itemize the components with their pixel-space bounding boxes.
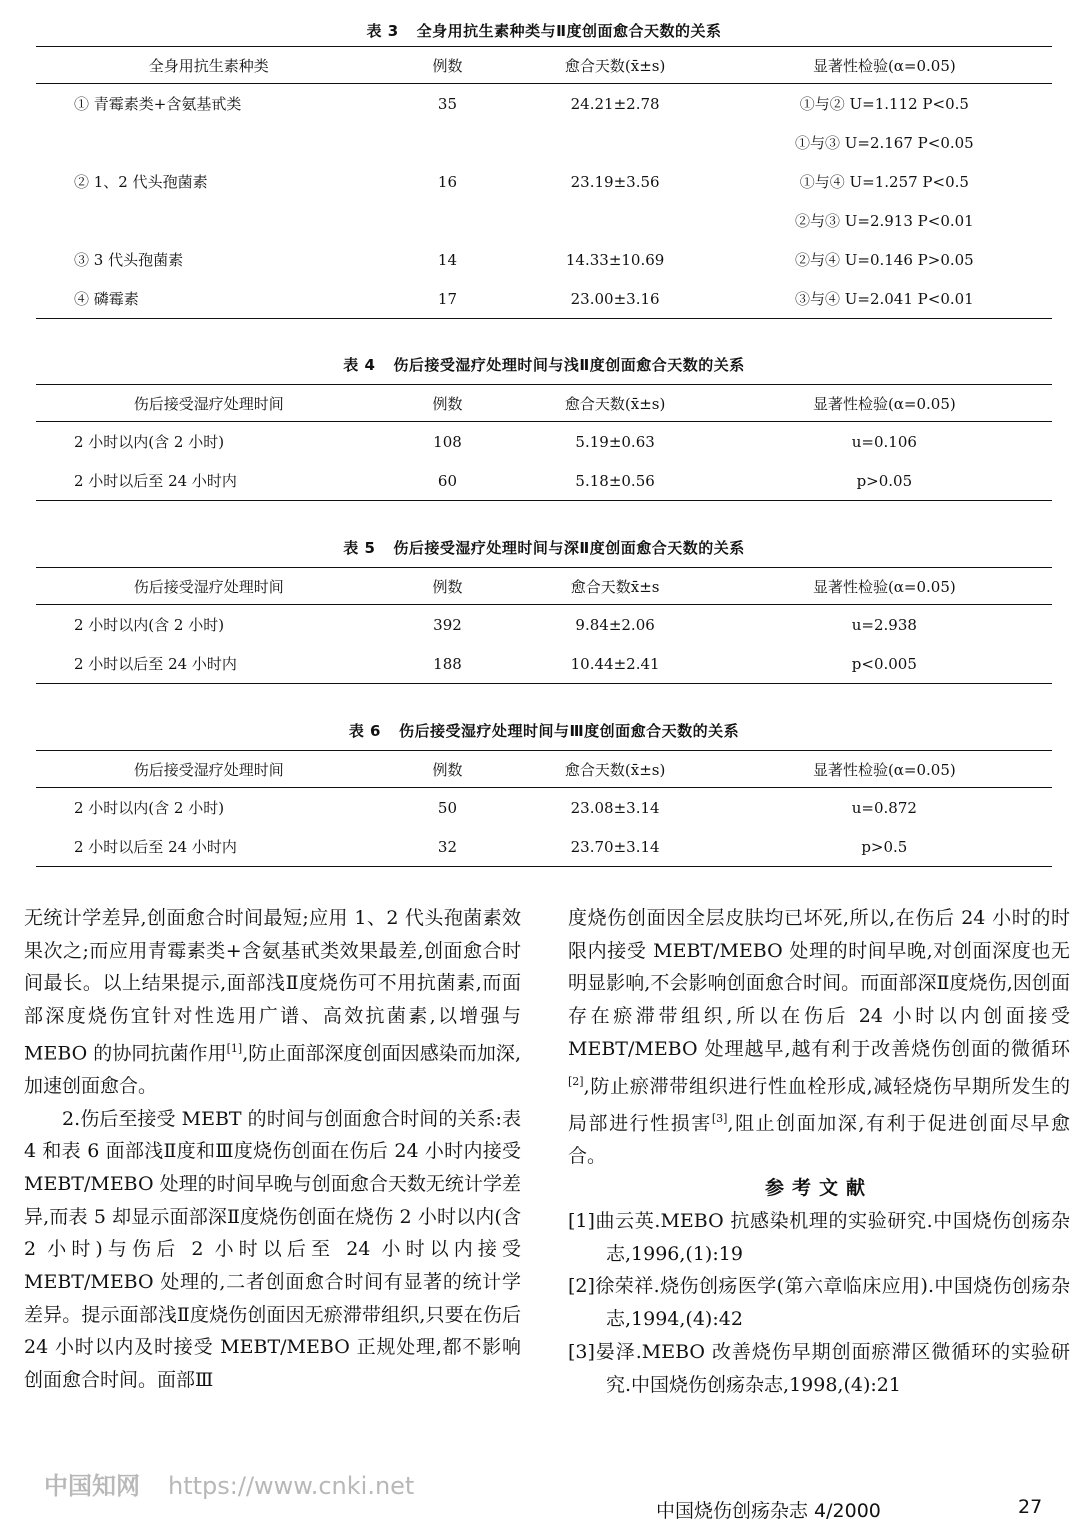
table-cell: 5.19±0.63 [575,432,655,451]
table-6 [36,750,1052,867]
table-3 [36,46,1052,319]
table-4-caption [36,354,1052,384]
column-header: 伤后接受湿疗处理时间 [133,577,284,596]
table-cell: 32 [437,837,458,856]
table-cell: 60 [437,471,458,490]
references-heading: 参考文献 [764,1177,873,1200]
table-cell: 392 [433,615,462,634]
table-cell: ①与② U=1.112 P<0.5 [799,95,969,113]
table-5-block [36,537,1052,684]
table-cell: 24.21±2.78 [570,94,660,113]
table-row [36,123,1052,162]
table-5-title: 伤后接受湿疗处理时间与深Ⅱ度创面愈合天数的关系 [393,539,745,557]
table-cell: 2 小时以内(含 2 小时) [74,616,225,634]
table-cell: ① 青霉素类+含氨基甙类 [74,95,242,113]
reference-item: [2]徐荣祥.烧伤创疡医学(第六章临床应用).中国烧伤创疡杂志,1994,(4):42 [568,1275,1070,1331]
table-cell: ①与④ U=1.257 P<0.5 [799,173,969,191]
left-text-column [24,902,521,1397]
table-cell [381,201,513,240]
table-cell: 188 [433,654,462,673]
table-cell: ④ 磷霉素 [74,290,139,308]
table-cell [514,201,717,240]
table-row [36,788,1052,828]
table-3-title: 全身用抗生素种类与Ⅱ度创面愈合天数的关系 [416,22,722,40]
table-cell: 2 小时以后至 24 小时内 [74,655,237,673]
table-cell: p>0.05 [856,471,913,490]
table-cell: 108 [433,432,462,451]
reference-item: [1]曲云英.MEBO 抗感染机理的实验研究.中国烧伤创疡杂志,1996,(1):19 [568,1209,1070,1265]
table-cell: ③ 3 代头孢菌素 [74,251,184,269]
table-4-number: 表 4 [343,356,376,374]
citation-2: [2] [568,1074,584,1088]
table-3-number: 表 3 [366,22,399,40]
table-5-number: 表 5 [343,539,376,557]
paragraph-text: 无统计学差异,创面愈合时间最短;应用 1、2 代头孢菌素效果次之;而应用青霉素类+含氨基甙类效果最差,创面愈合时间最长。以上结果提示,面部浅Ⅱ度烧伤可不用抗菌素,而面部深度烧伤宜针对性选用广谱、高效抗菌素,以增强与 MEBO 的协同抗菌作用 [24,907,521,1065]
table-4-block [36,354,1052,501]
table-6-block [36,720,1052,867]
table-row [36,84,1052,124]
column-header: 愈合天数(x̄±s) [564,760,666,779]
column-header: 显著性检验(α=0.05) [812,394,956,413]
table-cell: 23.08±3.14 [570,798,660,817]
table-cell: 35 [437,94,458,113]
table-row [36,201,1052,240]
column-header: 例数 [432,760,463,779]
table-header-row [36,568,1052,605]
cnki-url[interactable]: https://www.cnki.net [168,1472,415,1500]
table-cell: 10.44±2.41 [570,654,660,673]
column-header: 愈合天数(x̄±s) [564,394,666,413]
cnki-watermark [44,1466,414,1501]
table-row [36,162,1052,201]
table-cell: ②与④ U=0.146 P>0.05 [794,251,974,269]
table-5 [36,567,1052,684]
table-cell: 9.84±2.06 [575,615,655,634]
page-number: 27 [1018,1496,1043,1518]
table-3-caption [36,20,1052,46]
table-row [36,827,1052,867]
table-cell: 17 [437,289,458,308]
footer-journal: 中国烧伤创疡杂志 4/2000 [656,1500,881,1522]
table-header-row [36,47,1052,84]
table-3-block [36,20,1052,319]
cnki-logo: 中国知网 [44,1472,140,1500]
citation-3: [3] [711,1111,728,1125]
table-4 [36,384,1052,501]
column-header: 显著性检验(α=0.05) [812,56,956,75]
paragraph-text: ,防止瘀滞带组织进行性血栓形成,减轻烧伤早期所发生的局部进行性损害 [568,1074,1070,1134]
table-4-title: 伤后接受湿疗处理时间与浅Ⅱ度创面愈合天数的关系 [393,356,745,374]
table-6-number: 表 6 [348,722,381,740]
column-header: 伤后接受湿疗处理时间 [133,760,284,779]
table-5-caption [36,537,1052,567]
column-header: 例数 [432,577,463,596]
reference-item: [3]晏泽.MEBO 改善烧伤早期创面瘀滞区微循环的实验研究.中国烧伤创疡杂志,1998,(4):21 [568,1340,1070,1396]
table-cell: p<0.005 [851,654,917,673]
table-6-title: 伤后接受湿疗处理时间与Ⅲ度创面愈合天数的关系 [398,722,740,740]
table-cell: ②与③ U=2.913 P<0.01 [794,212,974,230]
table-cell: 2 小时以后至 24 小时内 [74,472,237,490]
table-cell: 14 [437,250,458,269]
column-header: 全身用抗生素种类 [148,56,269,75]
table-cell: 14.33±10.69 [565,250,665,269]
body-paragraph: 2.伤后至接受 MEBT 的时间与创面愈合时间的关系:表 4 和表 6 面部浅Ⅱ度和Ⅲ度烧伤创面在伤后 24 小时内接受 MEBT/MEBO 处理的时间早晚与创面愈合天数无统计学差异,而表 5 却显示面部深Ⅱ度烧伤创面在烧伤 2 小时以内(含 2 小时)与伤后 2 小时以后至 24 小时以内接受 MEBT/MEBO 处理的,二者创面愈合时间有显著的统计学差异。提示面部浅Ⅱ度烧伤创面因无瘀滞带组织,只要在伤后 24 小时以内及时接受 MEBT/MEBO 正规处理,都不影响创面愈合时间。面部Ⅲ [24,1107,521,1392]
table-header-row [36,385,1052,422]
table-cell: 16 [437,172,458,191]
table-header-row [36,751,1052,788]
table-cell: u=2.938 [851,615,917,634]
column-header: 例数 [432,56,463,75]
table-cell [381,123,513,162]
table-cell: 5.18±0.56 [575,471,655,490]
table-cell: 2 小时以后至 24 小时内 [74,838,237,856]
column-header: 显著性检验(α=0.05) [812,577,956,596]
table-cell [514,123,717,162]
table-cell: u=0.872 [851,798,917,817]
table-cell: ①与③ U=2.167 P<0.05 [794,134,974,152]
table-row [36,240,1052,279]
column-header: 愈合天数(x̄±s) [564,56,666,75]
table-6-caption [36,720,1052,750]
right-text-column [568,902,1070,1401]
table-cell: 23.70±3.14 [570,837,660,856]
paragraph-text: ,防止面部深度创面因感染而加深,加速创面愈合。 [24,1042,521,1097]
table-cell: ③与④ U=2.041 P<0.01 [794,290,974,308]
table-cell: p>0.5 [861,837,908,856]
table-cell [36,201,381,240]
table-cell: 23.19±3.56 [570,172,660,191]
table-row [36,644,1052,684]
table-cell [36,123,381,162]
column-header: 愈合天数x̄±s [570,577,660,596]
table-cell: u=0.106 [851,432,917,451]
table-cell: 23.00±3.16 [570,289,660,308]
table-row [36,422,1052,462]
column-header: 例数 [432,394,463,413]
table-row [36,279,1052,319]
citation-1: [1] [226,1041,243,1055]
table-row [36,605,1052,645]
column-header: 显著性检验(α=0.05) [812,760,956,779]
table-row [36,461,1052,501]
paragraph-text: ,阻止创面加深,有利于促进创面尽早愈合。 [568,1111,1070,1167]
body-paragraph [568,902,1070,1172]
paragraph-text: 度烧伤创面因全层皮肤均已坏死,所以,在伤后 24 小时的时限内接受 MEBT/MEBO 处理的时间早晚,对创面深度也无明显影响,不会影响创面愈合时间。而面部深Ⅱ度烧伤,因创面存在瘀滞带组织,所以在伤后 24 小时以内创面接受 MEBT/MEBO 处理越早,越有利于改善烧伤创面的微循环 [568,907,1070,1060]
table-cell: 2 小时以内(含 2 小时) [74,799,225,817]
column-header: 伤后接受湿疗处理时间 [133,394,284,413]
table-cell: 2 小时以内(含 2 小时) [74,433,225,451]
table-cell: 50 [437,798,458,817]
body-paragraph [24,902,521,1103]
table-cell: ② 1、2 代头孢菌素 [74,173,208,191]
